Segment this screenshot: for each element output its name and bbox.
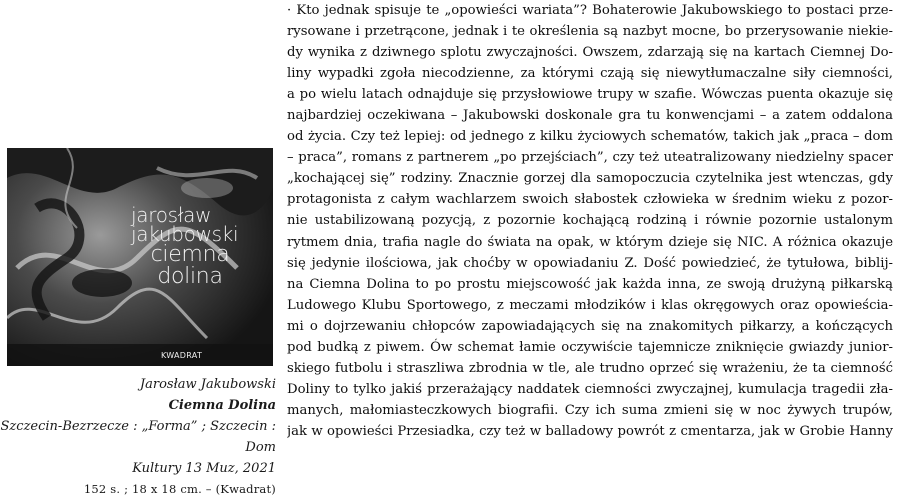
book-caption [0,374,276,500]
text-line: jak w opowieści Przesiadka, czy też w balladowy powrót z cmentarza, jak w Grobie Hanny [287,423,893,439]
cover-author-last: jakubowski [131,222,239,246]
review-text [287,0,893,442]
text-line: Ludowego Klubu Sportowego, z meczami młodzików i klas okręgowych oraz opowieścia- [287,297,893,313]
text-line: od życia. Czy też lepiej: od jednego z kilku życiowych schematów, takich jak „praca – dom [287,129,893,145]
cover-title-second: dolina [157,264,223,289]
text-line: rytmem dnia, trafia nagle do świata na opak, w którym dzieje się NIC. A różnica okazuje [287,234,893,250]
cover-title-block [131,203,261,289]
text-line: rysowane i przetrącone, jednak i te określenia są nazbyt mocne, bo przerysowanie niekie- [287,24,893,40]
text-line: · Kto jednak spisuje te „opowieści wariata”? Bohaterowie Jakubowskiego to postaci prze- [287,3,893,18]
text-line: mi o dojrzewaniu chłopców zapowiadających się na znakomitych piłkarzy, a kończących [287,318,893,334]
text-line: Doliny to tylko jakiś przerażający naddatek ciemności zwyczajnej, kumulacja tragedii zła- [287,381,893,397]
text-line: protagonista z całym wachlarzem swoich słabostek człowieka w średnim wieku z pozor- [287,192,893,208]
text-line: na Ciemna Dolina to po prostu miejscowość jak każda inna, ze swoją drużyną piłkarską [287,276,893,292]
caption-author: Jarosław Jakubowski [139,377,276,392]
text-line: pod budką z piwem. Ów schemat łamie oczywiście tajemnicze zniknięcie gwiazdy junior- [287,339,893,355]
text-line: najbardziej oczekiwana – Jakubowski doskonale gra tu konwencjami – a zatem oddalona [287,108,893,124]
caption-title: Ciemna Dolina [168,398,276,413]
cover-publisher-logo: KWADRAT [161,351,203,360]
cover-title-first: ciemna [150,242,230,267]
text-line: liny wypadki zgoła niecodzienne, za którymi czają się niewytłumaczalne siły ciemności, [287,66,893,82]
text-line: się jedynie ilościowa, jak choćby w opowiadaniu Z. Dość powiedzieć, że tytułowa, biblij- [287,255,893,271]
cover-author-first: jarosław [131,203,212,227]
text-line: – praca”, romans z partnerem „po przejściach”, czy też uteatralizowany niedzielny spacer [287,150,893,166]
caption-imprint-1: Szczecin-Bezrzecze : „Forma” ; Szczecin : Dom [0,419,276,455]
caption-physical-description: 152 s. ; 18 x 18 cm. – (Kwadrat) [83,482,276,496]
text-line: a po wielu latach odnajduje się przysłowiowe trupy w szafie. Wówczas puenta okazuje się [287,87,893,103]
book-cover-image [7,148,273,366]
text-line: dy wynika z dziwnego splotu zwyczajności. Owszem, zdarzają się na kartach Ciemnej Do- [287,45,893,61]
caption-imprint-2: Kultury 13 Muz, 2021 [132,461,276,476]
text-line: „kochającej się” rodziny. Znacznie gorzej dla samopoczucia czytelnika jest wtenczas, gdy [287,171,893,187]
text-line: nie ustabilizowaną pozycją, z pozornie kochającą rodziną i równie pozornie ustalonym [287,213,893,229]
text-line: manych, małomiasteczkowych biografii. Czy ich suma zmieni się w noc żywych trupów, [287,402,893,418]
text-line: skiego futbolu i straszliwa zbrodnia w tle, ale trudno oprzeć się wrażeniu, że ta ciemność [287,360,893,376]
